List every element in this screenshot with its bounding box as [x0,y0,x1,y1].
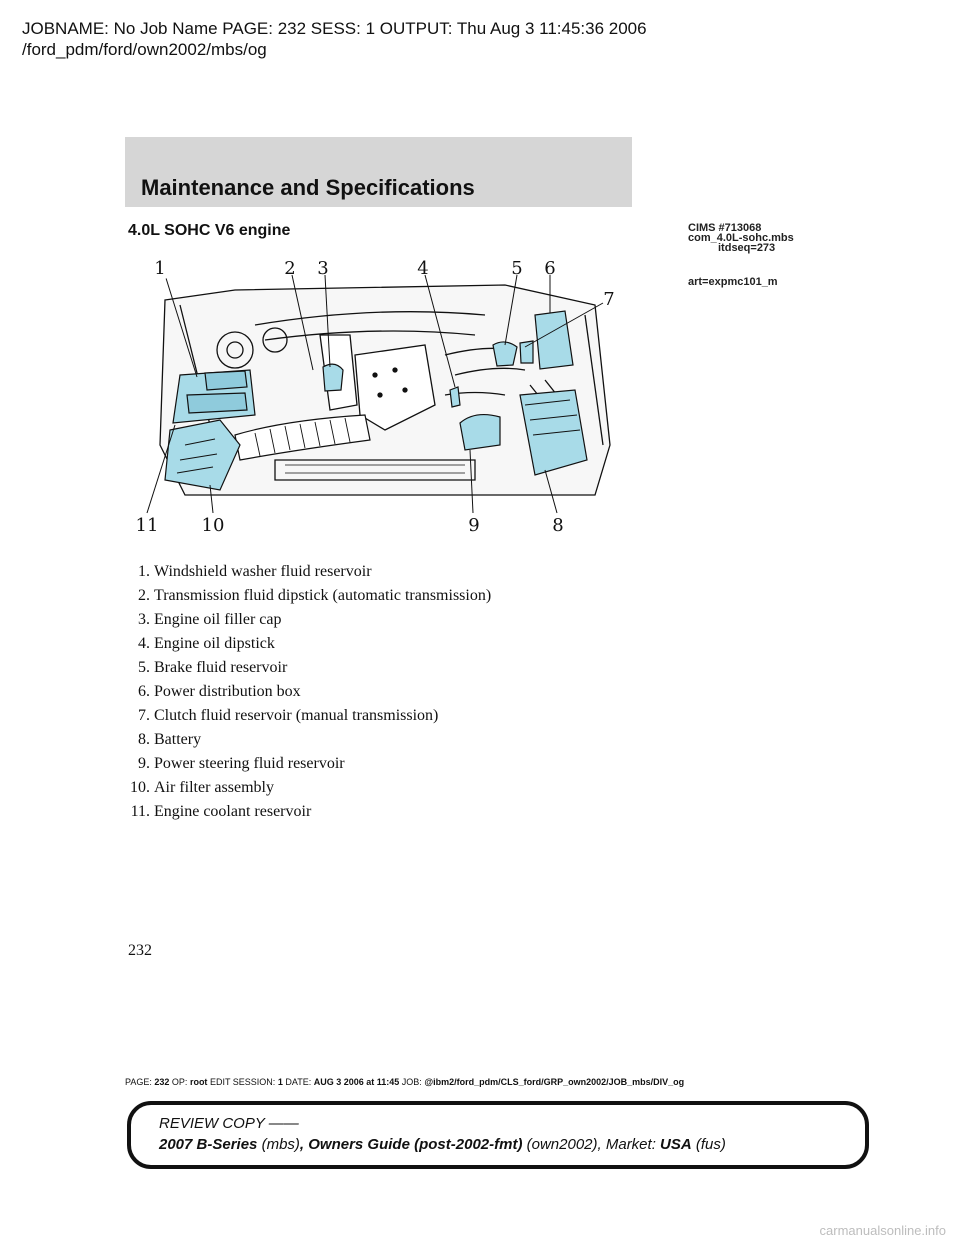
callout-10: 10 [201,515,225,536]
item-label: Transmission fluid dipstick (automatic transmission) [154,587,492,604]
list-item [112,728,592,752]
item-label: Brake fluid reservoir [154,659,288,676]
parts-list [112,560,592,824]
page-number: 232 [128,942,152,959]
cims-info [688,223,858,287]
review-sep: , [299,1136,305,1153]
item-number: 9. [138,755,150,772]
meta-op-label: OP: [171,1077,188,1087]
section-banner [125,137,632,207]
review-guide: Owners Guide (post-2002-fmt) [308,1136,523,1153]
item-label: Power steering fluid reservoir [154,755,345,772]
meta-page-label: PAGE: [125,1077,152,1087]
list-item [112,752,592,776]
list-item [112,704,592,728]
cims-line2: com_4.0L-sohc.mbs [688,232,794,244]
meta-date-label: DATE: [285,1077,312,1087]
cims-line1: CIMS #713068 [688,222,762,234]
item-number: 10. [130,779,150,796]
meta-job: @ibm2/ford_pdm/CLS_ford/GRP_own2002/JOB_mbs/DIV_og [424,1077,685,1087]
job-header-line1: JOBNAME: No Job Name PAGE: 232 SESS: 1 OUTPUT: Thu Aug 3 11:45:36 2006 [22,19,647,38]
item-number: 7. [138,707,150,724]
review-market-label: , Market: [597,1136,656,1153]
meta-page: 232 [154,1077,170,1087]
meta-op: root [189,1077,208,1087]
job-header-line2: /ford_pdm/ford/own2002/mbs/og [22,40,267,59]
callout-7: 7 [603,289,615,310]
item-label: Windshield washer fluid reservoir [154,563,372,580]
callout-9: 9 [468,515,480,536]
callout-8: 8 [552,515,564,536]
review-model-code: (mbs) [261,1136,300,1153]
meta-date: AUG 3 2006 at 11:45 [313,1077,400,1087]
list-item [112,584,592,608]
review-line1: REVIEW COPY —— [159,1115,299,1132]
item-label: Battery [154,731,202,748]
dipstick-shape [450,387,460,407]
meta-job-label: JOB: [401,1077,422,1087]
list-item [112,608,592,632]
power-steering-reservoir-shape [460,415,500,450]
cims-line3: itdseq=273 [718,242,776,254]
callout-11: 11 [135,515,159,536]
callout-5: 5 [511,258,523,279]
item-label: Engine oil filler cap [154,611,282,628]
item-label: Engine oil dipstick [154,635,275,652]
item-label: Power distribution box [154,683,301,700]
item-number: 5. [138,659,150,676]
item-number: 6. [138,683,150,700]
callout-2: 2 [284,258,296,279]
item-number: 8. [138,731,150,748]
item-number: 1. [138,563,150,580]
review-guide-code: (own2002) [526,1136,598,1153]
review-line2 [159,1136,726,1153]
list-item [112,800,592,824]
brake-reservoir-shape [493,342,517,366]
review-market: USA [660,1136,692,1153]
item-label: Air filter assembly [154,779,274,796]
list-item [112,632,592,656]
callout-1: 1 [154,258,166,279]
engine-diagram [125,245,625,545]
callout-6: 6 [544,258,556,279]
callout-3: 3 [317,258,329,279]
item-number: 3. [138,611,150,628]
clutch-reservoir-shape [520,341,533,363]
item-number: 2. [138,587,150,604]
review-model: 2007 B-Series [159,1136,258,1153]
oil-filler-cap-shape [323,364,343,391]
section-title: Maintenance and Specifications [141,175,475,200]
item-number: 11. [130,803,150,820]
cims-art: art=expmc101_m [688,276,778,288]
list-item [112,656,592,680]
meta-session-label: EDIT SESSION: [209,1077,276,1087]
job-header [22,18,922,60]
engine-title: 4.0L SOHC V6 engine [128,222,291,239]
list-item [112,680,592,704]
footer-meta [125,1077,925,1087]
callout-4: 4 [417,258,429,279]
review-copy-box [127,1101,869,1169]
review-market-code: (fus) [695,1136,726,1153]
item-number: 4. [138,635,150,652]
watermark: carmanualsonline.info [819,1223,946,1238]
list-item [112,560,592,584]
item-label: Clutch fluid reservoir (manual transmission) [154,707,439,724]
meta-session: 1 [277,1077,283,1087]
item-label: Engine coolant reservoir [154,803,312,820]
list-item [112,776,592,800]
